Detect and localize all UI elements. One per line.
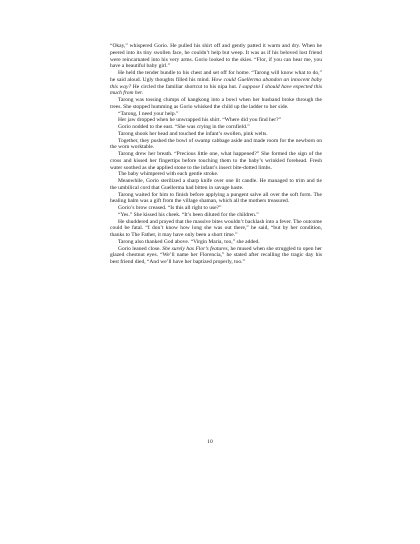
text-run: Tarong waited for him to finish before applying a pungent salve all over the soft form. The healing balm was a gift from the village shaman, which all the mothers treasured. — [110, 191, 322, 205]
italic-text: I suppose I should have expected this much from her. — [110, 83, 322, 97]
paragraph — [110, 171, 322, 178]
paragraph — [110, 219, 322, 239]
text-run: He shuddered and prayed that the massive bites wouldn’t backlash into a fever. The outcome could be fatal. “I don’t know how long she was out there,” he said, “but by her condition, thanks to The Father, it may have only been a short time.” — [110, 218, 323, 238]
text-run: he mused when she struggled to open her glazed chestnut eyes. “We’ll name her Florencia,” he stated after recalling the tragic day his best friend died, “And we’ll have her baptized properly, too.” — [110, 245, 322, 265]
paragraph — [110, 70, 322, 97]
text-run: He held the tender bundle to his chest and set off for home. “Tarong will know what to do,” he said aloud. Ugly thoughts filled his mind. — [110, 70, 322, 83]
paragraph — [110, 192, 322, 206]
paragraph — [110, 246, 322, 266]
text-run: Gorio leaned close. — [118, 245, 163, 252]
page-number: 10 — [207, 439, 213, 445]
text-run: Together, they pushed the bowl of swamp cabbage aside and made room for the newborn on the worn worktable. — [110, 137, 322, 151]
text-run: Meanwhile, Gorio sterilized a sharp knife over one lit candle. He managed to trim and tie the umbilical cord that Guellerma had bitten in savage haste. — [110, 178, 322, 191]
text-run: Gorio nodded to the east. “She was crying in the cornfield.” — [118, 124, 250, 130]
paragraph — [110, 212, 322, 219]
text-run: Gorio’s brow creased. “Is this all right to use?” — [118, 205, 222, 211]
paragraph — [110, 138, 322, 152]
body-text — [110, 43, 322, 266]
italic-text: She surely has Flor’s features, — [162, 245, 230, 252]
paragraph — [110, 205, 322, 212]
text-run: Tarong also thanked God above. “Virgin Maria, too,” she added. — [118, 238, 260, 245]
text-run: He circled the familiar shortcut to his nipa hut. — [131, 83, 239, 90]
paragraph — [110, 97, 322, 111]
paragraph — [110, 239, 322, 246]
text-run: Her jaw dropped when he unwrapped his shirt. “Where did you find her?” — [118, 117, 281, 124]
paragraph — [110, 131, 322, 138]
text-run: “Yes.” She kissed his cheek. “It’s been diluted for the children.” — [118, 211, 259, 218]
paragraph — [110, 178, 322, 192]
text-run: Tarong shook her head and touched the infant’s swollen, pink welts. — [118, 130, 268, 137]
text-run: “Tarong, I need your help.” — [118, 110, 179, 117]
text-run: The baby whimpered with each gentle stroke. — [118, 171, 219, 178]
text-run: Tarong was tossing clumps of kangkong into a bowl when her husband broke through the trees. She stopped humming as Gorio whisked the child up the ladder to her side. — [110, 97, 322, 110]
text-run: “Okay,” whispered Gorio. He pulled his shirt off and gently patted it warm and dry. When he peered into its tiny swollen face, he couldn’t help but weep. It was as if his beloved lost friend were reincarnated into his very arms. Gorio looked to the skies. “Flor, if you can hear me, you have a beautiful baby girl.” — [110, 43, 322, 70]
text-run: Tarong drew her breath. “Precious little one, what happened?” She formed the sign of the cross and kissed her fingertips before touching them to the baby’s wrinkled forehead. Fresh water soothed as she applied stone to the infant’s insect bite-dotted limbs. — [110, 151, 322, 171]
paragraph — [110, 117, 322, 124]
italic-text: How could Guellerma abandon an innocent baby this way? — [110, 76, 322, 90]
paragraph — [110, 43, 322, 70]
paragraph — [110, 124, 322, 131]
paragraph — [110, 151, 322, 171]
